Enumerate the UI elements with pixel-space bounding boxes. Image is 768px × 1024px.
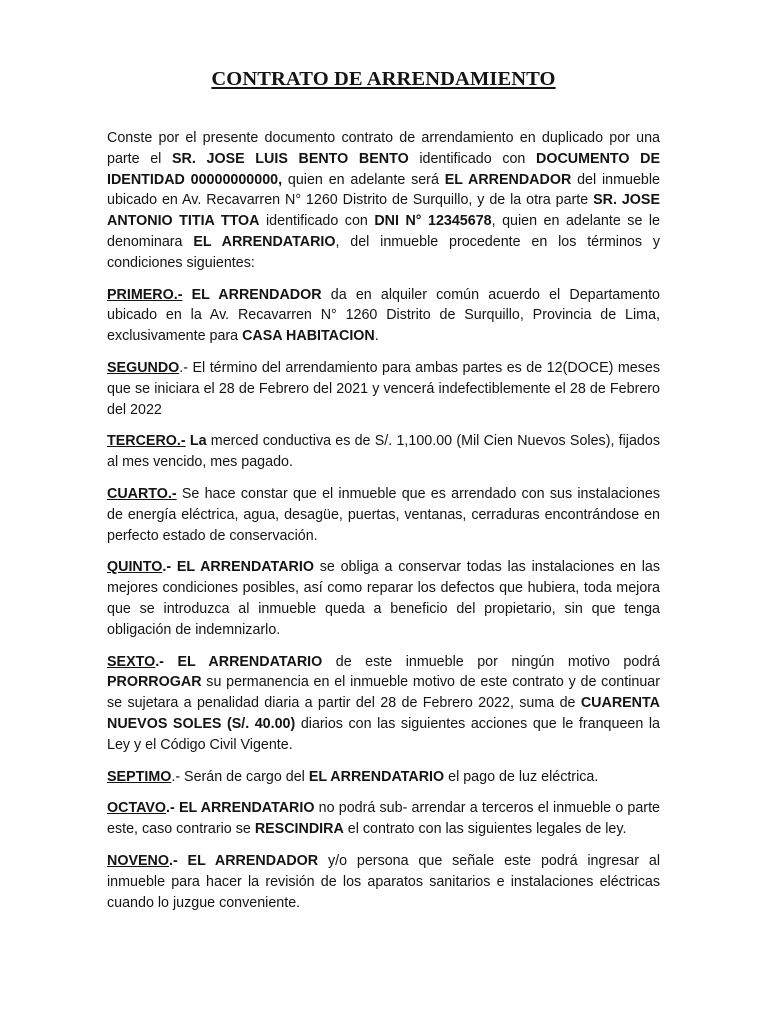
- body-text: da en alquiler común acuerdo el Departamento ubicado en la Av. Recavarren N° 1260 Distrito de Surquillo, Provincia de Lima, exclusivamente para: [107, 286, 660, 345]
- body-text: y/o persona que señale este podrá ingresar al inmueble para hacer la revisión de los aparatos sanitarios e instalaciones eléctricas cuando lo juzgue conveniente.: [107, 852, 660, 911]
- clause-paragraph: [107, 431, 660, 473]
- bold-text: .- EL ARRENDATARIO: [155, 653, 323, 670]
- body-text: merced conductiva es de S/. 1,100.00 (Mil Cien Nuevos Soles), fijados al mes vencido, mes pagado.: [107, 433, 660, 471]
- bold-text: SR. JOSE ANTONIO TITIA TTOA: [107, 192, 660, 230]
- body-text: , quien en adelante se le denominara: [107, 213, 661, 250]
- body-text: .- El término del arrendamiento para ambas partes es de 12(DOCE) meses que se iniciara el 28 de Febrero del 2021 y vencerá indefectiblemente el 28 de Febrero del 2022: [107, 359, 660, 418]
- body-text: el contrato con las siguientes legales de ley.: [343, 821, 627, 838]
- clause-heading: NOVENO: [107, 852, 169, 869]
- document-title: CONTRATO DE ARRENDAMIENTO: [211, 68, 556, 90]
- clause-heading: SEPTIMO: [107, 768, 172, 785]
- bold-text: EL ARRENDATARIO: [193, 233, 336, 250]
- bold-text: SR. JOSE LUIS BENTO BENTO: [172, 150, 409, 167]
- bold-text: .- EL ARRENDATARIO: [166, 800, 315, 817]
- clause-heading: PRIMERO.-: [107, 286, 183, 303]
- body-text: , del inmueble procedente en los términos y condiciones siguientes:: [107, 233, 661, 271]
- clause-heading: SEXTO: [107, 653, 156, 670]
- clause-paragraph: [107, 484, 660, 546]
- body-text: su permanencia en el inmueble motivo de este contrato y de continuar se sujetara a penalidad diaria a partir del 28 de Febrero 2022, suma de: [107, 674, 660, 712]
- body-text: de este inmueble por ningún motivo podrá: [322, 653, 660, 670]
- body-text: .: [374, 328, 379, 345]
- body-text: se obliga a conservar todas las instalaciones en las mejores condiciones posibles, así como reparar los defectos que hubiera, toda mejora que se introduzca al inmueble queda a beneficio del propietario, sin que tenga obligación de indemnizarlo.: [107, 559, 660, 638]
- clause-paragraph: [107, 652, 660, 756]
- bold-text: DOCUMENTO DE IDENTIDAD 00000000000,: [107, 150, 660, 188]
- clause-heading: SEGUNDO: [107, 359, 180, 376]
- clause-paragraph: [107, 128, 660, 274]
- clause-heading: OCTAVO: [107, 800, 167, 817]
- bold-text: RESCINDIRA: [254, 821, 344, 838]
- body-text: no podrá sub- arrendar a terceros el inmueble o parte este, caso contrario se: [107, 800, 660, 838]
- bold-text: .- EL ARRENDATARIO: [162, 559, 314, 576]
- body-text: identificado con: [408, 150, 537, 167]
- clause-heading: CUARTO.-: [107, 485, 177, 502]
- clause-paragraph: [107, 285, 660, 347]
- body-text: diarios con las siguientes acciones que le franqueen la Ley y el Código Civil Vigente.: [107, 715, 660, 753]
- document-body: [107, 128, 660, 913]
- bold-text: CUARENTA NUEVOS SOLES (S/. 40.00): [107, 695, 660, 732]
- bold-text: PRORROGAR: [107, 674, 202, 691]
- clause-heading: TERCERO.-: [107, 433, 186, 450]
- body-text: del inmueble ubicado en Av. Recavarren N° 1260 Distrito de Surquillo, y de la otra parte: [107, 171, 661, 209]
- bold-text: EL ARRENDATARIO: [308, 768, 445, 785]
- clause-paragraph: [107, 358, 660, 420]
- bold-text: La: [185, 433, 207, 450]
- bold-text: CASA HABITACION: [242, 328, 375, 345]
- clause-heading: QUINTO: [107, 559, 163, 576]
- clause-paragraph: [107, 767, 660, 788]
- clause-paragraph: [107, 851, 660, 913]
- body-text: el pago de luz eléctrica.: [444, 768, 599, 785]
- clause-paragraph: [107, 557, 660, 640]
- body-text: Se hace constar que el inmueble que es arrendado con sus instalaciones de energía eléctrica, agua, desagüe, puertas, ventanas, cerraduras encontrándose en perfecto estado de conservación.: [107, 485, 660, 544]
- bold-text: .- EL ARRENDADOR: [168, 852, 319, 869]
- bold-text: DNI N° 12345678: [374, 213, 492, 230]
- clause-paragraph: [107, 798, 660, 840]
- bold-text: EL ARRENDADOR: [182, 286, 322, 303]
- body-text: quien en adelante será: [282, 171, 445, 188]
- body-text: identificado con: [259, 213, 375, 230]
- body-text: Conste por el presente documento contrato de arrendamiento en duplicado por una parte el: [107, 130, 660, 167]
- bold-text: EL ARRENDADOR: [444, 171, 572, 188]
- body-text: .- Serán de cargo del: [171, 768, 309, 785]
